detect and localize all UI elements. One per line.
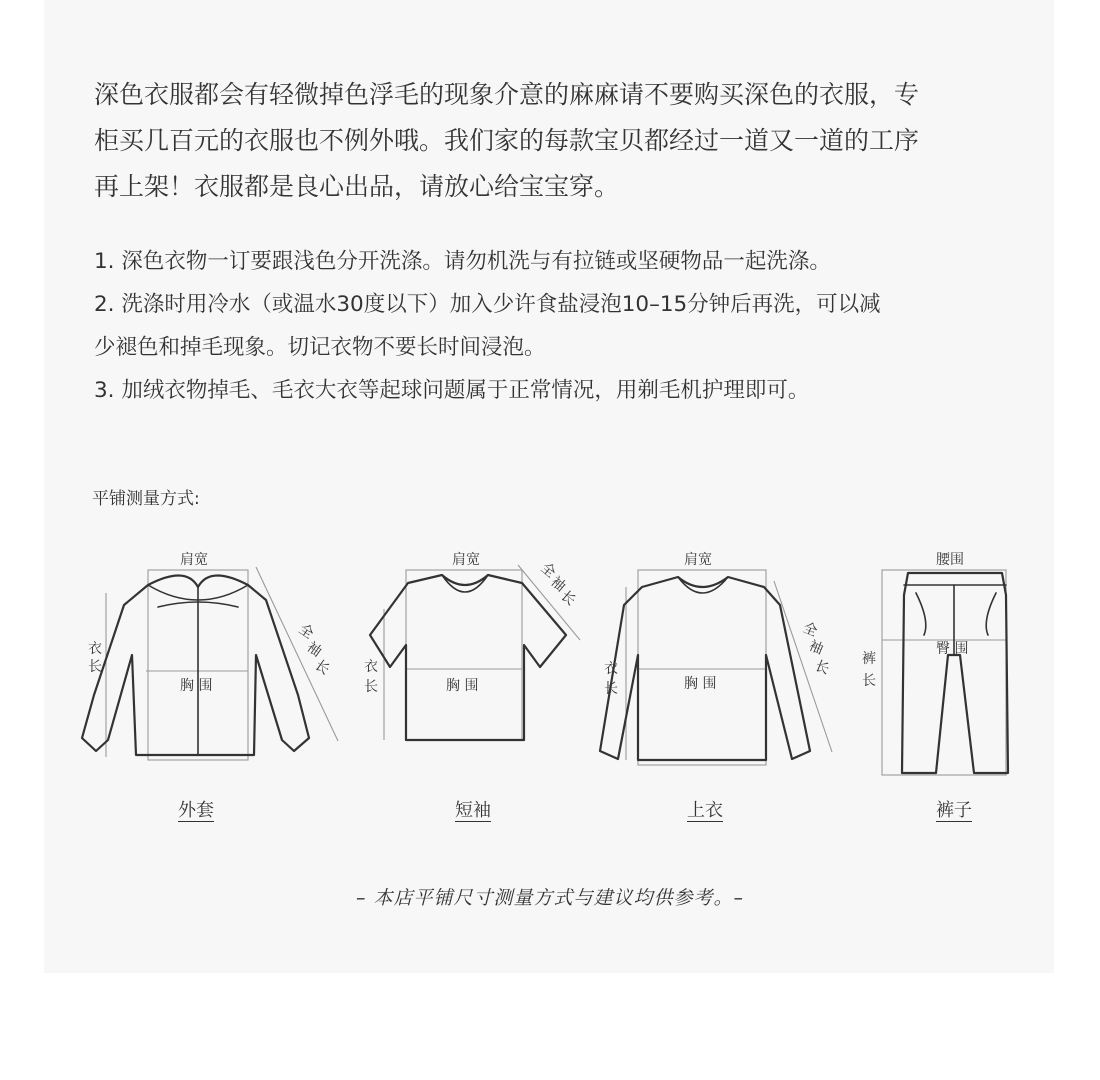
jacket-length-label-2: 长 — [88, 659, 102, 675]
care-item-2-line-2: 少褪色和掉毛现象。切记衣物不要长时间浸泡。 — [94, 335, 546, 360]
jacket-length-label-1: 衣 — [88, 641, 102, 657]
care-item-1: 1. 深色衣物一订要跟浅色分开洗涤。请勿机洗与有拉链或坚硬物品一起洗涤。 — [94, 249, 831, 274]
top-illustration — [596, 545, 836, 767]
tshirt-length-label-2: 长 — [364, 679, 378, 695]
pants-illustration — [856, 545, 1016, 781]
top-sleeve-label-2: 袖 — [806, 637, 826, 658]
pants-hip-label: 臀 围 — [936, 641, 969, 657]
tshirt-sleeve-label-1: 全 — [537, 559, 559, 582]
tshirt-name: 短袖 — [455, 800, 491, 821]
pants-length-label-1: 裤 — [862, 651, 876, 667]
tshirt-diagram — [360, 545, 590, 755]
tshirt-length-label-1: 衣 — [364, 659, 378, 675]
jacket-chest-label: 胸 围 — [180, 678, 213, 694]
tshirt-illustration — [360, 545, 590, 755]
top-length-label-1: 衣 — [604, 661, 618, 677]
intro-line-3: 再上架！衣服都是良心出品，请放心给宝宝穿。 — [94, 172, 620, 201]
top-sleeve-label-1: 全 — [800, 619, 820, 640]
top-diagram — [596, 545, 836, 767]
jacket-diagram — [76, 545, 346, 765]
pants-length-label-2: 长 — [862, 673, 876, 689]
tshirt-sleeve-label-3: 长 — [557, 587, 579, 610]
jacket-illustration — [76, 545, 346, 765]
pants-diagram — [856, 545, 1016, 781]
tshirt-sleeve-label-2: 袖 — [547, 573, 569, 596]
intro-line-1: 深色衣服都会有轻微掉色浮毛的现象介意的麻麻请不要购买深色的衣服，专 — [94, 80, 920, 109]
jacket-sleeve-label-1: 全 — [295, 621, 317, 643]
jacket-shoulder-label: 肩宽 — [180, 552, 208, 568]
intro-line-2: 柜买几百元的衣服也不例外哦。我们家的每款宝贝都经过一道又一道的工序 — [94, 126, 920, 155]
pants-name: 裤子 — [936, 800, 972, 821]
jacket-sleeve-label-3: 长 — [311, 657, 333, 679]
care-item-2-line-1: 2. 洗涤时用冷水（或温水30度以下）加入少许食盐浸泡10–15分钟后再洗，可以减 — [94, 292, 881, 317]
measure-section-title: 平铺测量方式: — [92, 489, 200, 509]
tshirt-shoulder-label: 肩宽 — [452, 552, 480, 568]
intro-paragraph — [94, 72, 1024, 210]
top-chest-label: 胸 围 — [684, 676, 717, 692]
tshirt-chest-label: 胸 围 — [446, 678, 479, 694]
care-instructions — [94, 240, 1024, 412]
pants-waist-label: 腰围 — [936, 552, 964, 568]
top-name: 上衣 — [687, 800, 723, 821]
footnote: – 本店平铺尺寸测量方式与建议均供参考。– — [355, 887, 745, 909]
top-shoulder-label: 肩宽 — [684, 552, 712, 568]
top-length-label-2: 长 — [604, 681, 618, 697]
jacket-name: 外套 — [178, 800, 214, 821]
jacket-sleeve-label-2: 袖 — [303, 639, 325, 661]
care-item-3: 3. 加绒衣物掉毛、毛衣大衣等起球问题属于正常情况，用剃毛机护理即可。 — [94, 378, 810, 403]
care-item-2 — [94, 283, 1024, 369]
top-sleeve-label-3: 长 — [812, 657, 832, 678]
